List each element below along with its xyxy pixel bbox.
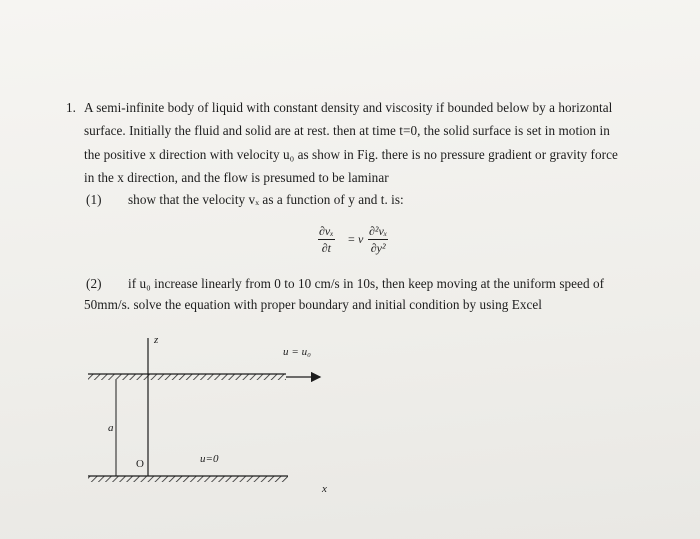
z-axis-label: z xyxy=(154,334,159,346)
part1-text: show that the velocity vₓ as a function of y and t. is: xyxy=(128,192,404,207)
bottom-velocity-label: u=0 xyxy=(200,453,219,465)
nu-symbol: ν xyxy=(358,232,364,246)
moving-plate xyxy=(88,374,286,380)
lhs-numerator: ∂vₓ xyxy=(319,224,334,238)
origin-label: O xyxy=(136,458,144,470)
part2-label: (2) xyxy=(86,276,102,291)
statement-line-2: surface. Initially the fluid and solid are at rest. then at time t=0, the solid surface is set in motion in xyxy=(84,123,610,138)
statement-line-4: in the x direction, and the flow is presumed to be laminar xyxy=(84,170,389,185)
equals-sign: = xyxy=(348,232,355,246)
distance-label: a xyxy=(108,422,114,434)
x-axis-label: x xyxy=(322,483,327,495)
top-velocity-label: u = u₀ xyxy=(283,346,312,358)
stationary-plate xyxy=(88,476,288,482)
part2-text-line-2: 50mm/s. solve the equation with proper boundary and initial condition by using Excel xyxy=(84,297,542,312)
statement-line-1: A semi-infinite body of liquid with constant density and viscosity if bounded below by a horizontal xyxy=(84,100,613,115)
part1-label: (1) xyxy=(86,192,102,207)
statement-line-3: the positive x direction with velocity u₀ as show in Fig. there is no pressure gradient or gravity force xyxy=(84,147,618,162)
problem-number: 1. xyxy=(66,100,76,115)
rhs-numerator: ∂²vₓ xyxy=(369,224,388,238)
part2-text-line-1: if u₀ increase linearly from 0 to 10 cm/s in 10s, then keep moving at the uniform speed of xyxy=(128,276,605,291)
lhs-denominator: ∂t xyxy=(318,239,335,256)
rhs-denominator: ∂y² xyxy=(368,239,388,256)
